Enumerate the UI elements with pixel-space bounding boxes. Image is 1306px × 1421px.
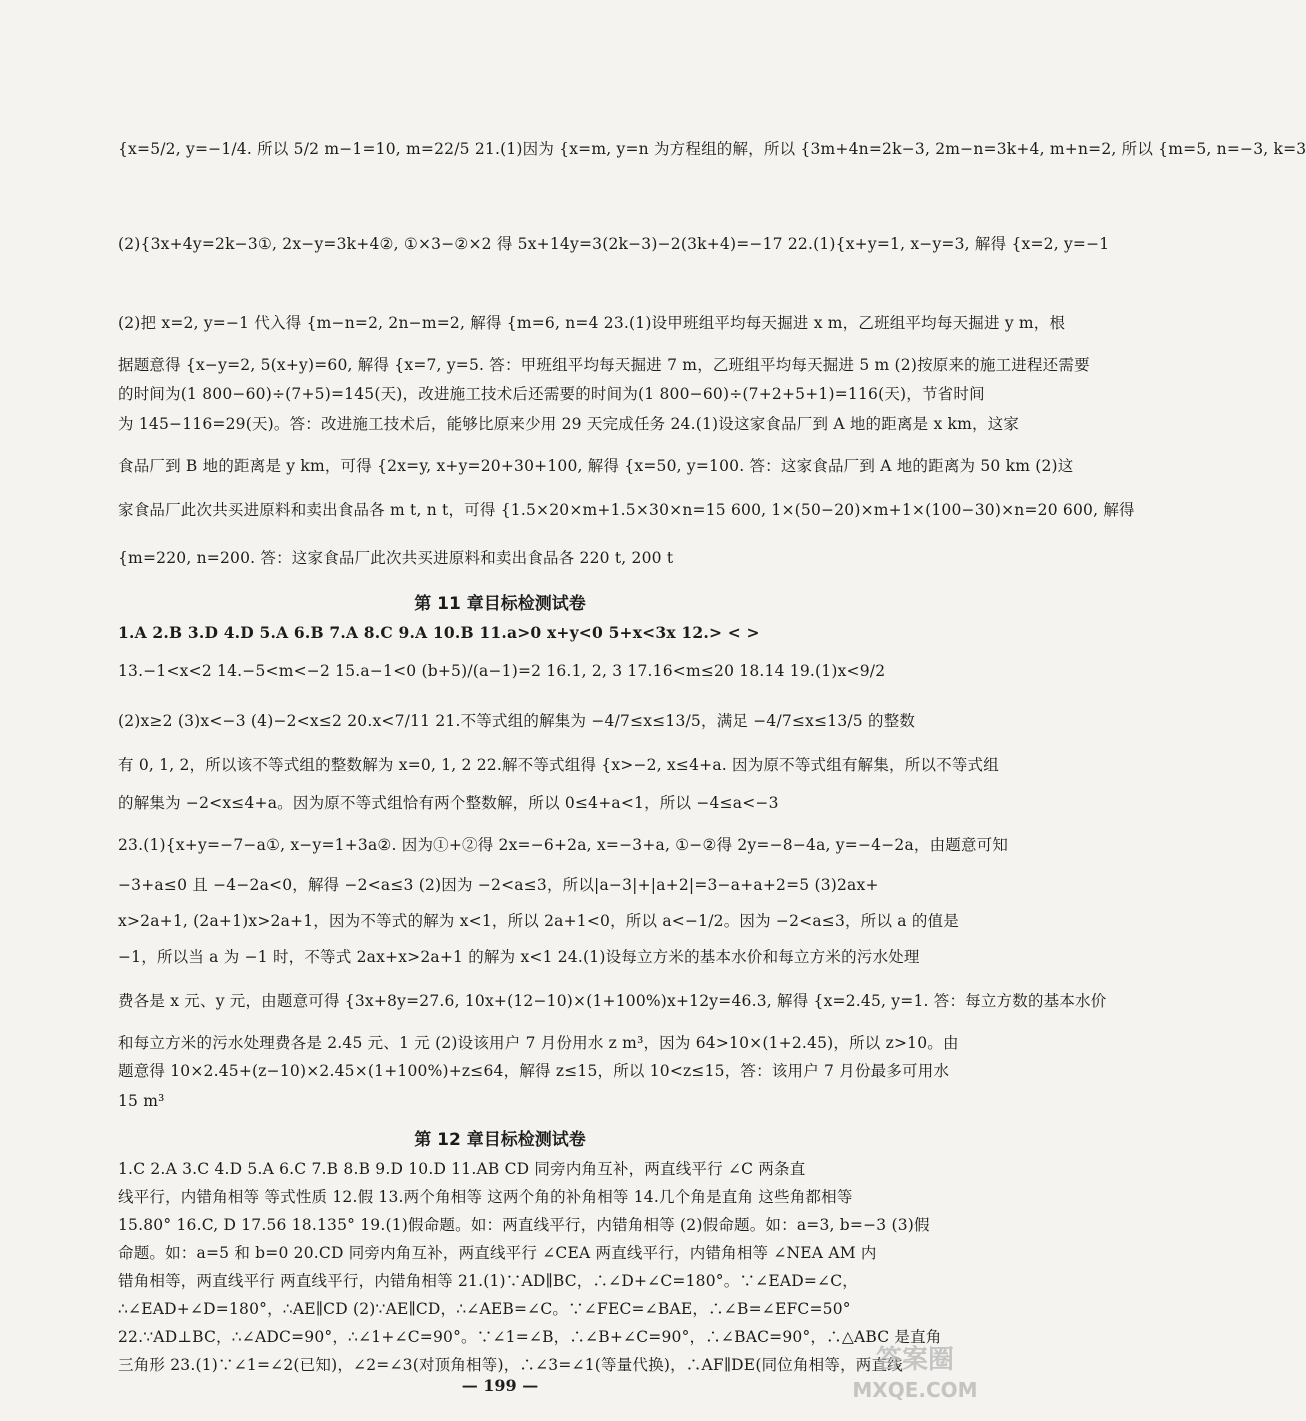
answer-line: 有 0, 1, 2，所以该不等式组的整数解为 x=0, 1, 2 22.解不等式组得 {x>−2, x≤4+a. 因为原不等式组有解集，所以不等式组 — [118, 756, 999, 774]
answer-line: 费各是 x 元、y 元，由题意可得 {3x+8y=27.6, 10x+(12−10)×(1+100%)x+12y=46.3, 解得 {x=2.45, y=1. 答：每立方数的基本水价 — [118, 992, 1107, 1010]
answer-line: (2){3x+4y=2k−3①, 2x−y=3k+4②, ①×3−②×2 得 5x+14y=3(2k−3)−2(3k+4)=−17 22.(1){x+y=1, x−y=3, 解得 {x=2, y=−1 — [118, 235, 1110, 253]
answer-line: 线平行，内错角相等 等式性质 12.假 13.两个角相等 这两个角的补角相等 14.几个角是直角 这些角都相等 — [118, 1188, 853, 1206]
answer-line: 1.A 2.B 3.D 4.D 5.A 6.B 7.A 8.C 9.A 10.B 11.a>0 x+y<0 5+x<3x 12.> < > — [118, 623, 760, 642]
answer-line: 15 m³ — [118, 1092, 165, 1110]
answer-line: 15.80° 16.C, D 17.56 18.135° 19.(1)假命题。如：两直线平行，内错角相等 (2)假命题。如：a=3, b=−3 (3)假 — [118, 1216, 930, 1234]
page-number: — 199 — — [461, 1376, 539, 1395]
answer-line: 三角形 23.(1)∵∠1=∠2(已知)，∠2=∠3(对顶角相等)，∴∠3=∠1(等量代换)，∴AF∥DE(同位角相等，两直线 — [118, 1356, 903, 1374]
answer-line: 题意得 10×2.45+(z−10)×2.45×(1+100%)+z≤64，解得 z≤15，所以 10<z≤15，答：该用户 7 月份最多可用水 — [118, 1062, 950, 1080]
answer-line: 23.(1){x+y=−7−a①, x−y=1+3a②. 因为①+②得 2x=−6+2a, x=−3+a, ①−②得 2y=−8−4a, y=−4−2a，由题意可知 — [118, 836, 1009, 854]
answer-line: 13.−1<x<2 14.−5<m<−2 15.a−1<0 (b+5)/(a−1)=2 16.1, 2, 3 17.16<m≤20 18.14 19.(1)x<9/2 — [118, 662, 886, 680]
answer-line: 据题意得 {x−y=2, 5(x+y)=60, 解得 {x=7, y=5. 答：甲班组平均每天掘进 7 m，乙班组平均每天掘进 5 m (2)按原来的施工进程还需要 — [118, 356, 1090, 374]
answer-line: 的时间为(1 800−60)÷(7+5)=145(天)，改进施工技术后还需要的时间为(1 800−60)÷(7+2+5+1)=116(天)，节省时间 — [118, 385, 985, 403]
chapter-12-heading: 第 12 章目标检测试卷 — [414, 1130, 586, 1150]
chapter-11-heading: 第 11 章目标检测试卷 — [414, 594, 586, 614]
answer-line: 家食品厂此次共买进原料和卖出食品各 m t, n t，可得 {1.5×20×m+1.5×30×n=15 600, 1×(50−20)×m+1×(100−30)×n=20 600, 解得 — [118, 501, 1135, 519]
answer-line: {x=5/2, y=−1/4. 所以 5/2 m−1=10, m=22/5 21.(1)因为 {x=m, y=n 为方程组的解，所以 {3m+4n=2k−3, 2m−n=3k+4, m+n=2, 所以 {m=5, n=−3, k=3 — [118, 140, 1306, 158]
answer-line: 错角相等，两直线平行 两直线平行，内错角相等 21.(1)∵AD∥BC，∴∠D+∠C=180°。∵∠EAD=∠C， — [118, 1272, 859, 1290]
answer-line: ∴∠EAD+∠D=180°，∴AE∥CD (2)∵AE∥CD，∴∠AEB=∠C。∵∠FEC=∠BAE，∴∠B=∠EFC=50° — [118, 1300, 851, 1318]
answer-line: 1.C 2.A 3.C 4.D 5.A 6.C 7.B 8.B 9.D 10.D 11.AB CD 同旁内角互补，两直线平行 ∠C 两条直 — [118, 1160, 806, 1178]
answer-line: (2)x≥2 (3)x<−3 (4)−2<x≤2 20.x<7/11 21.不等式组的解集为 −4/7≤x≤13/5，满足 −4/7≤x≤13/5 的整数 — [118, 712, 916, 730]
answer-line: −1，所以当 a 为 −1 时，不等式 2ax+x>2a+1 的解为 x<1 24.(1)设每立方米的基本水价和每立方米的污水处理 — [118, 948, 920, 966]
watermark-title: 答案圈 — [875, 1345, 954, 1375]
answer-line: 和每立方米的污水处理费各是 2.45 元、1 元 (2)设该用户 7 月份用水 z m³，因为 64>10×(1+2.45)，所以 z>10。由 — [118, 1034, 959, 1052]
answer-line: x>2a+1, (2a+1)x>2a+1，因为不等式的解为 x<1，所以 2a+1<0，所以 a<−1/2。因为 −2<a≤3，所以 a 的值是 — [118, 912, 959, 930]
answer-line: 食品厂到 B 地的距离是 y km，可得 {2x=y, x+y=20+30+100, 解得 {x=50, y=100. 答：这家食品厂到 A 地的距离为 50 km (2)这 — [118, 457, 1074, 475]
answer-line: −3+a≤0 且 −4−2a<0，解得 −2<a≤3 (2)因为 −2<a≤3，所以|a−3|+|a+2|=3−a+a+2=5 (3)2ax+ — [118, 876, 879, 894]
watermark-url: MXQE.COM — [852, 1378, 978, 1402]
answer-line: 22.∵AD⊥BC，∴∠ADC=90°，∴∠1+∠C=90°。∵∠1=∠B，∴∠B+∠C=90°，∴∠BAC=90°，∴△ABC 是直角 — [118, 1328, 942, 1346]
answer-line: 的解集为 −2<x≤4+a。因为原不等式组恰有两个整数解，所以 0≤4+a<1，所以 −4≤a<−3 — [118, 794, 779, 812]
answer-line: {m=220, n=200. 答：这家食品厂此次共买进原料和卖出食品各 220 t, 200 t — [118, 549, 674, 567]
answer-line: 命题。如：a=5 和 b=0 20.CD 同旁内角互补，两直线平行 ∠CEA 两直线平行，内错角相等 ∠NEA AM 内 — [118, 1244, 877, 1262]
watermark-logo — [840, 1343, 990, 1413]
answer-line: (2)把 x=2, y=−1 代入得 {m−n=2, 2n−m=2, 解得 {m=6, n=4 23.(1)设甲班组平均每天掘进 x m，乙班组平均每天掘进 y m，根 — [118, 314, 1066, 332]
answer-line: 为 145−116=29(天)。答：改进施工技术后，能够比原来少用 29 天完成任务 24.(1)设这家食品厂到 A 地的距离是 x km，这家 — [118, 415, 1020, 433]
